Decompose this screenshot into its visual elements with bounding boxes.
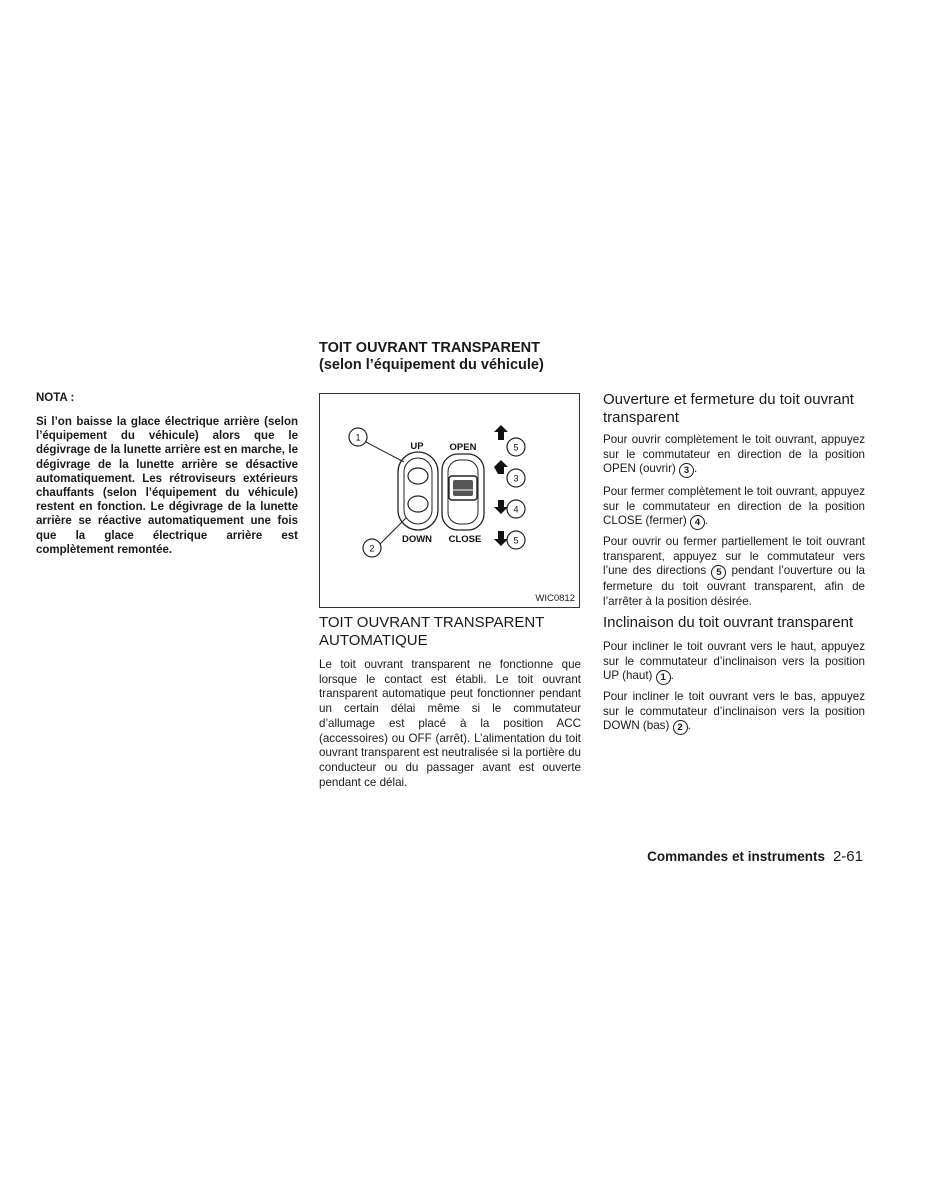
callout-num-5b: 5 (513, 535, 519, 546)
ref-circle-3: 3 (679, 463, 694, 478)
arrow-up-icon-open (494, 425, 508, 440)
callout-num-2: 2 (369, 543, 375, 554)
ref-circle-5: 5 (711, 565, 726, 580)
sunroof-switch-diagram (320, 394, 579, 607)
page-number: 2-61 (832, 848, 863, 865)
slide-switch-knob-face (453, 480, 473, 496)
footer-title: Commandes et instruments (647, 849, 825, 864)
tilt-up-paragraph: Pour incliner le toit ouvrant vers le haut, appuyez sur le commutateur d’inclinaison vers la position UP (haut) 1 . (603, 640, 865, 684)
callout-line-1 (366, 442, 404, 462)
tilt-up-button (408, 468, 428, 484)
section-title (319, 340, 589, 374)
arrow-down-icon-partial (494, 500, 508, 514)
arrow-down-icon-close (494, 531, 508, 546)
ref-circle-2: 2 (673, 720, 688, 735)
tilt-up-text: Pour incliner le toit ouvrant vers le haut, appuyez sur le commutateur d’inclinaison vers la position UP (haut) (603, 640, 865, 683)
partial-paragraph (603, 535, 865, 610)
label-down: DOWN (401, 534, 433, 545)
callout-num-3: 3 (513, 473, 519, 484)
open-text: Pour ouvrir complètement le toit ouvrant, appuyez sur le commutateur en direction de la position OPEN (ouvrir) (603, 433, 865, 476)
label-open: OPEN (449, 442, 477, 453)
ref-circle-4: 4 (690, 515, 705, 530)
nota-label: NOTA : (36, 392, 75, 404)
tilt-down-text: Pour incliner le toit ouvrant vers le bas, appuyez sur le commutateur d’inclinaison vers la position DOWN (bas) (603, 690, 865, 733)
auto-heading: TOIT OUVRANT TRANSPARENT AUTOMATIQUE (319, 614, 545, 649)
figure-code: WIC0812 (535, 593, 575, 604)
ref-circle-1: 1 (656, 670, 671, 685)
callout-num-5a: 5 (513, 442, 519, 453)
partial-text-b: pendant l’ouverture ou la fermeture du toit ouvrant transparent, afin de l’arrêter à la position désirée. (603, 564, 866, 609)
page-footer (647, 848, 863, 865)
nota-text: Si l’on baisse la glace électrique arrière (selon l’équipement du véhicule) alors que le dégivrage de la lunette arrière est en marche, le dégivrage de la lunette arrière se désactive automatiquement. Les rétroviseurs extérieurs chauffants (selon l’équipement du véhicule) restent en fonction. Le dégivrage de la lunette arrière se réactive automatiquement une fois que la glace électrique arrière est complètement remontée. (36, 416, 298, 556)
arrow-up-icon-partial (494, 460, 508, 474)
tilt-down-button (408, 496, 428, 512)
close-paragraph: Pour fermer complètement le toit ouvrant, appuyez sur le commutateur en direction de la position CLOSE (fermer) 4 . (603, 485, 865, 529)
open-paragraph: Pour ouvrir complètement le toit ouvrant, appuyez sur le commutateur en direction de la position OPEN (ouvrir) 3 . (603, 433, 865, 477)
close-text: Pour fermer complètement le toit ouvrant, appuyez sur le commutateur en direction de la position CLOSE (fermer) (603, 485, 865, 528)
auto-text: Le toit ouvrant transparent ne fonctionne que lorsque le contact est établi. Le toit ouvrant transparent automatique peut fonctionner pendant un certain délai même si le commutateur d’allumage est placé à la position ACC (accessoires) ou OFF (arrêt). L’alimentation du toit ouvrant transparent est neutralisée si la portière du conducteur ou du passager avant est ouverte pendant ce délai. (319, 658, 581, 789)
callout-num-4: 4 (513, 504, 519, 515)
partial-text-a: Pour ouvrir ou fermer partiellement le toit ouvrant transparent, appuyez sur le commutateur vers l’une des directions (603, 535, 865, 578)
tilt-heading: Inclinaison du toit ouvrant transparent (603, 614, 854, 631)
open-close-heading: Ouverture et fermeture du toit ouvrant transparent (603, 391, 854, 426)
section-title-main: TOIT OUVRANT TRANSPARENT (319, 340, 540, 356)
label-up: UP (410, 441, 424, 452)
sunroof-switch-figure (319, 393, 580, 608)
callout-num-1: 1 (355, 432, 361, 443)
tilt-down-paragraph: Pour incliner le toit ouvrant vers le bas, appuyez sur le commutateur d’inclinaison vers la position DOWN (bas) 2 . (603, 690, 865, 734)
section-title-sub: (selon l’équipement du véhicule) (319, 357, 544, 373)
label-close: CLOSE (448, 534, 482, 545)
